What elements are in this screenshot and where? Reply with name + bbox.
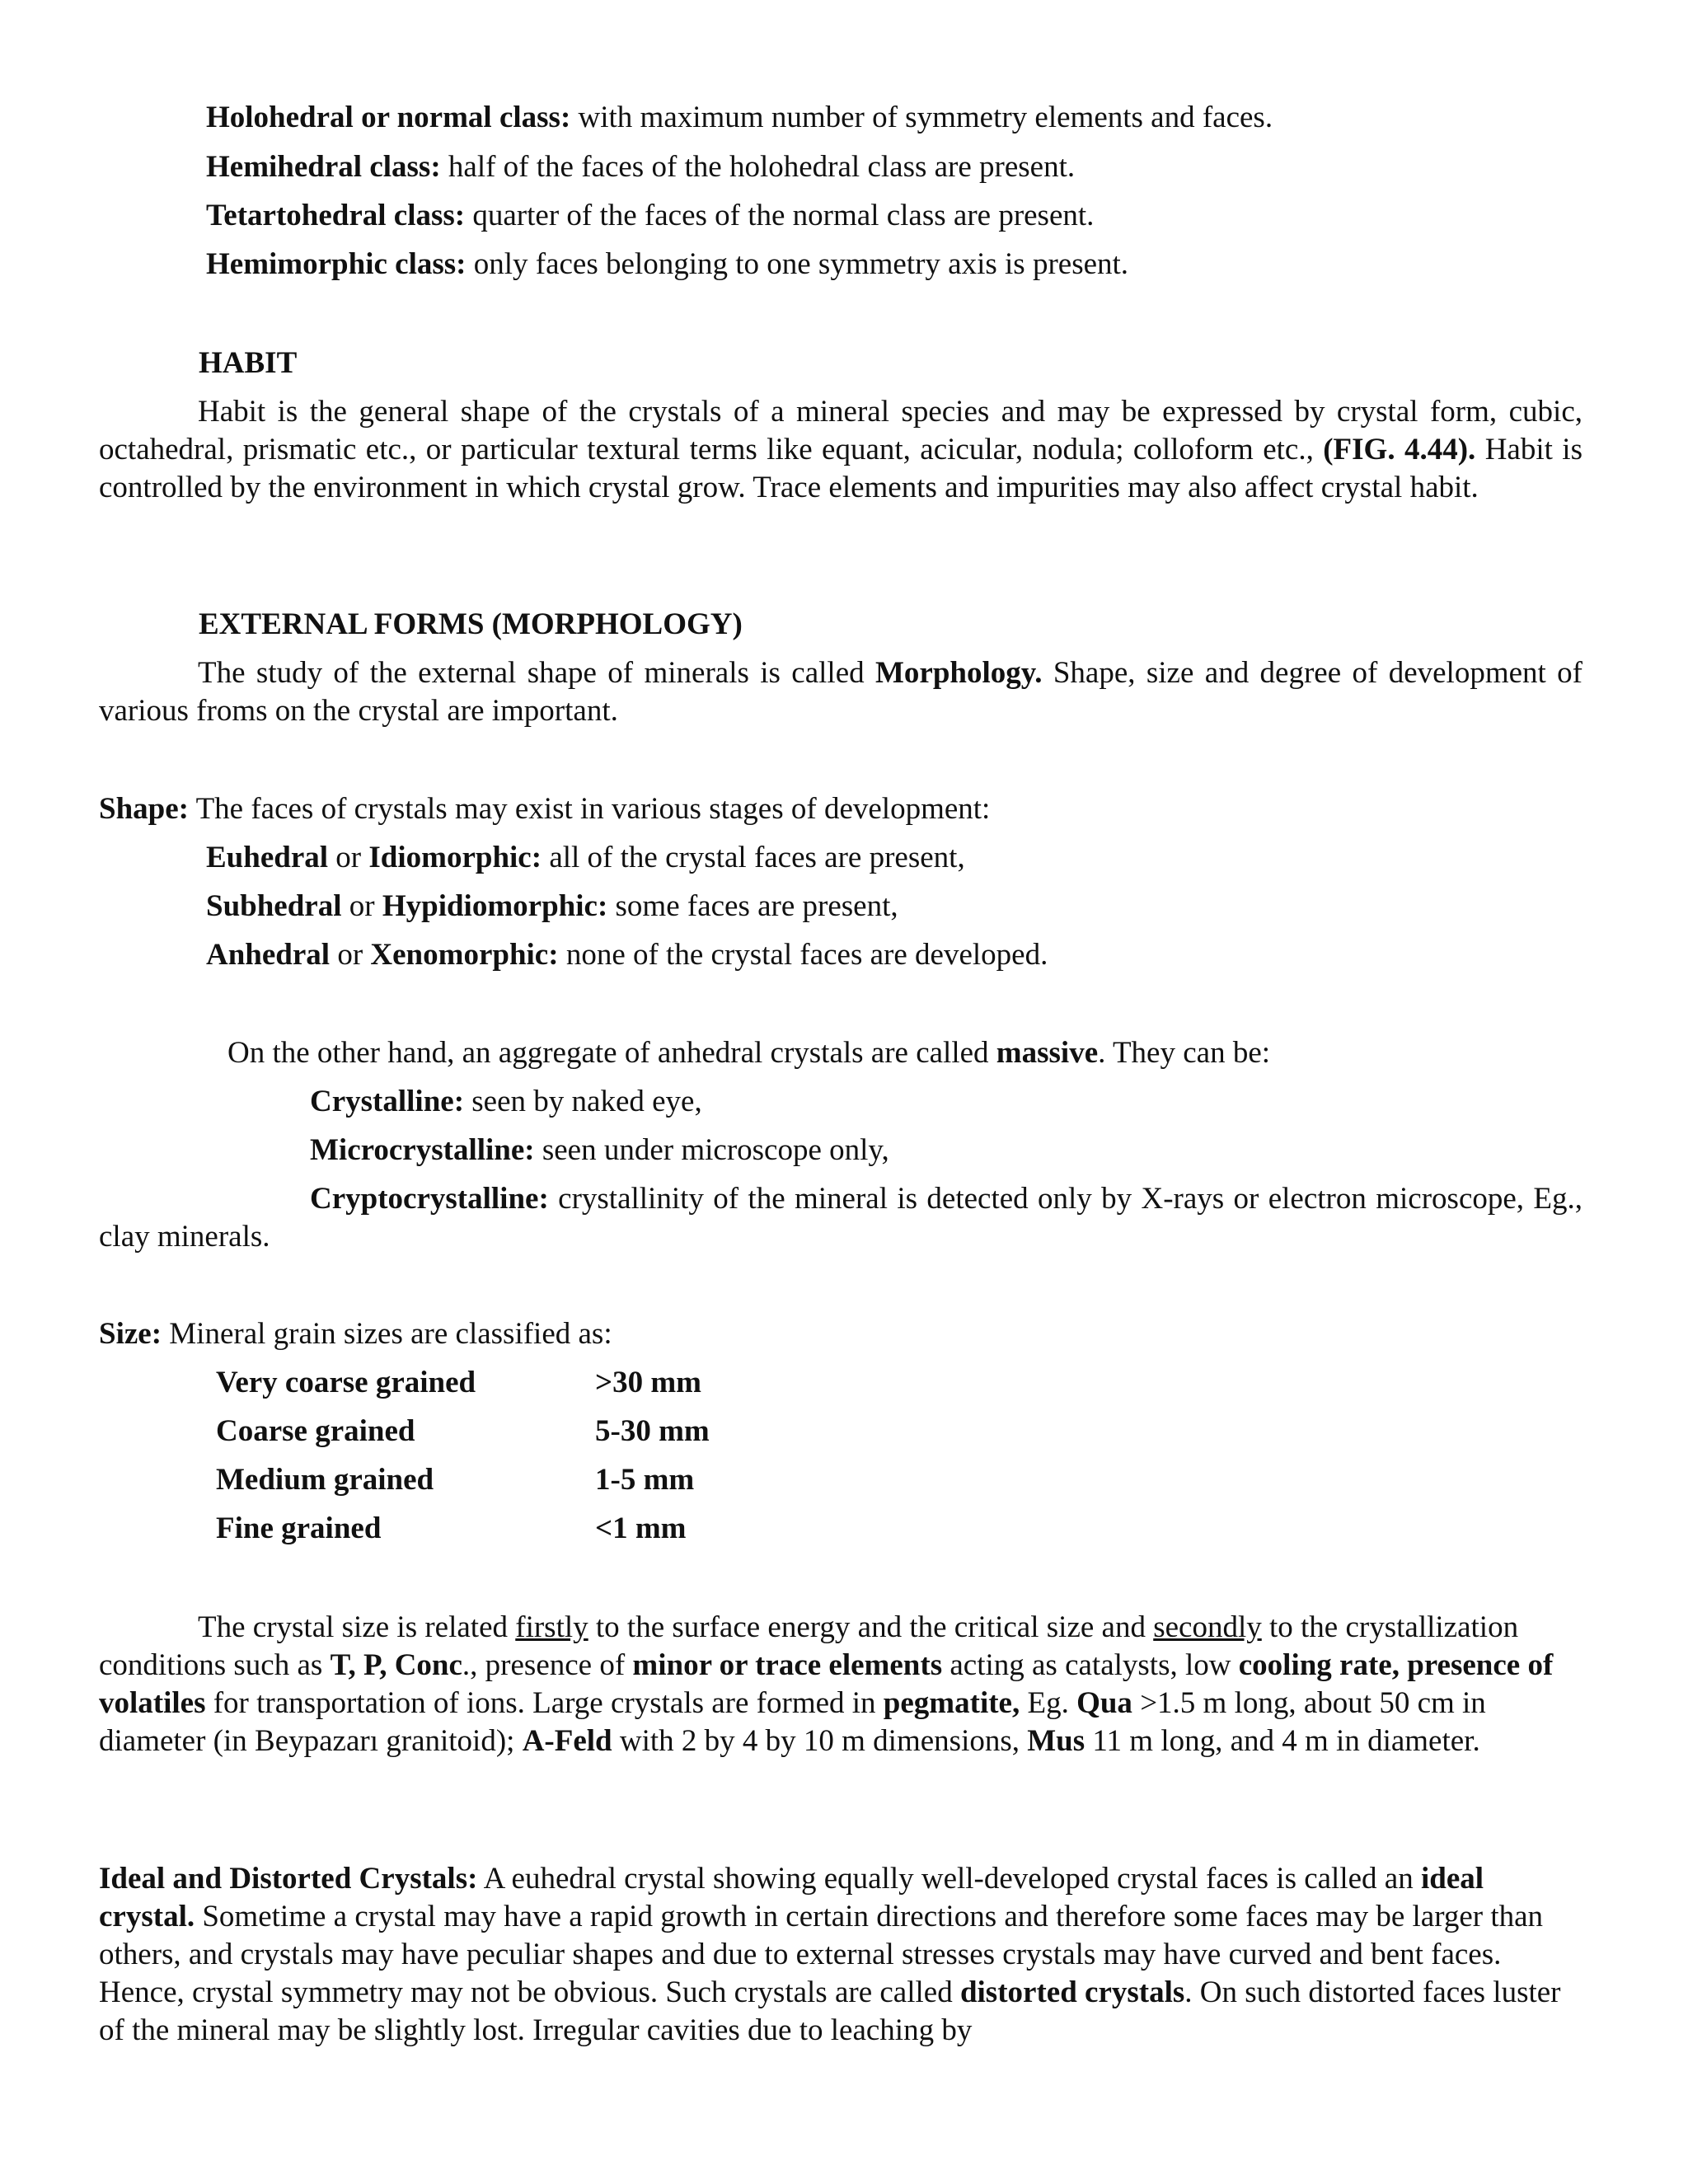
- size-row: [216, 1510, 687, 1548]
- size-value: >30 mm: [595, 1366, 701, 1399]
- morphology-heading: EXTERNAL FORMS (MORPHOLOGY): [199, 607, 743, 641]
- habit-paragraph: Habit is the general shape of the crystals of a mineral species and may be expressed by crystal form, cubic, octahedral, prismatic etc., or particular textural terms like equant, acicular, nodula; colloform etc., (FIG. 4.44). Habit is controlled by the environment in which crystal grow. Trace elements and impurities may also affect crystal habit.: [99, 395, 1582, 504]
- size-row: [216, 1413, 710, 1451]
- class-hemimorphic-text: only faces belonging to one symmetry axis is present.: [466, 247, 1129, 281]
- massive-item-microcrystalline: Microcrystalline: seen under microscope only,: [310, 1133, 889, 1167]
- class-hemihedral: [206, 148, 1075, 186]
- term-hemimorphic: Hemimorphic class:: [206, 247, 467, 281]
- fig-reference: (FIG. 4.44).: [1323, 433, 1476, 466]
- class-tetartohedral: [206, 197, 1094, 235]
- massive-intro: On the other hand, an aggregate of anhedral crystals are called massive. They can be:: [227, 1036, 1271, 1070]
- shape-label: Shape:: [99, 792, 189, 826]
- term-hemihedral: Hemihedral class:: [206, 150, 441, 184]
- size-name: Coarse grained: [216, 1414, 415, 1448]
- size-row: [216, 1364, 701, 1402]
- shape-item-anhedral: Anhedral or Xenomorphic: none of the crystal faces are developed.: [206, 938, 1048, 972]
- class-hemihedral-text: half of the faces of the holohedral class are present.: [440, 150, 1076, 184]
- size-name: Fine grained: [216, 1511, 382, 1545]
- shape-item-subhedral: Subhedral or Hypidiomorphic: some faces are present,: [206, 889, 898, 923]
- size-intro: Size: Mineral grain sizes are classified as:: [99, 1317, 612, 1351]
- massive-item-cryptocrystalline: Cryptocrystalline: crystallinity of the mineral is detected only by X-rays or electron microscope, Eg., clay minerals.: [99, 1182, 1582, 1254]
- term-tetartohedral: Tetartohedral class:: [206, 199, 466, 232]
- term-holohedral: Holohedral or normal class:: [206, 101, 571, 134]
- size-name: Medium grained: [216, 1463, 434, 1497]
- size-value: 1-5 mm: [595, 1463, 695, 1497]
- shape-item-euhedral: Euhedral or Idiomorphic: all of the crystal faces are present,: [206, 841, 965, 874]
- ideal-distorted-label: Ideal and Distorted Crystals:: [99, 1862, 478, 1896]
- size-name: Very coarse grained: [216, 1366, 476, 1399]
- habit-heading: HABIT: [199, 346, 298, 380]
- massive-item-crystalline: Crystalline: seen by naked eye,: [310, 1085, 702, 1118]
- size-value: <1 mm: [595, 1511, 687, 1545]
- size-row: [216, 1461, 695, 1499]
- shape-intro: Shape: The faces of crystals may exist in various stages of development:: [99, 792, 991, 826]
- class-tetartohedral-text: quarter of the faces of the normal class are present.: [465, 199, 1095, 232]
- class-holohedral: [206, 99, 1273, 137]
- size-label: Size:: [99, 1317, 162, 1351]
- crystal-size-paragraph: The crystal size is related firstly to the surface energy and the critical size and secondly to the crystallization conditions such as T, P, Conc., presence of minor or trace elements acting as catalysts, low cooling rate, presence of volatiles for transportation of ions. Large crystals are formed in pegmatite, Eg. Qua >1.5 m long, about 50 cm in diameter (in Beypazarı granitoid); A-Feld with 2 by 4 by 10 m dimensions, Mus 11 m long, and 4 m in diameter.: [99, 1610, 1554, 1758]
- class-hemimorphic: [206, 246, 1128, 284]
- ideal-distorted-paragraph: Ideal and Distorted Crystals: A euhedral crystal showing equally well-developed crystal faces is called an ideal crystal. Sometime a crystal may have a rapid growth in certain directions and therefore some faces may be larger than others, and crystals may have peculiar shapes and due to external stresses crystals may have curved and bent faces. Hence, crystal symmetry may not be obvious. Such crystals are called distorted crystals. On such distorted faces luster of the mineral may be slightly lost. Irregular cavities due to leaching by: [99, 1862, 1561, 2047]
- size-value: 5-30 mm: [595, 1414, 710, 1448]
- morphology-paragraph: The study of the external shape of minerals is called Morphology. Shape, size and degree of development of various froms on the crystal are important.: [99, 656, 1582, 728]
- class-holohedral-text: with maximum number of symmetry elements and faces.: [570, 101, 1273, 134]
- term-massive: massive: [996, 1036, 1099, 1070]
- term-morphology: Morphology.: [874, 656, 1043, 690]
